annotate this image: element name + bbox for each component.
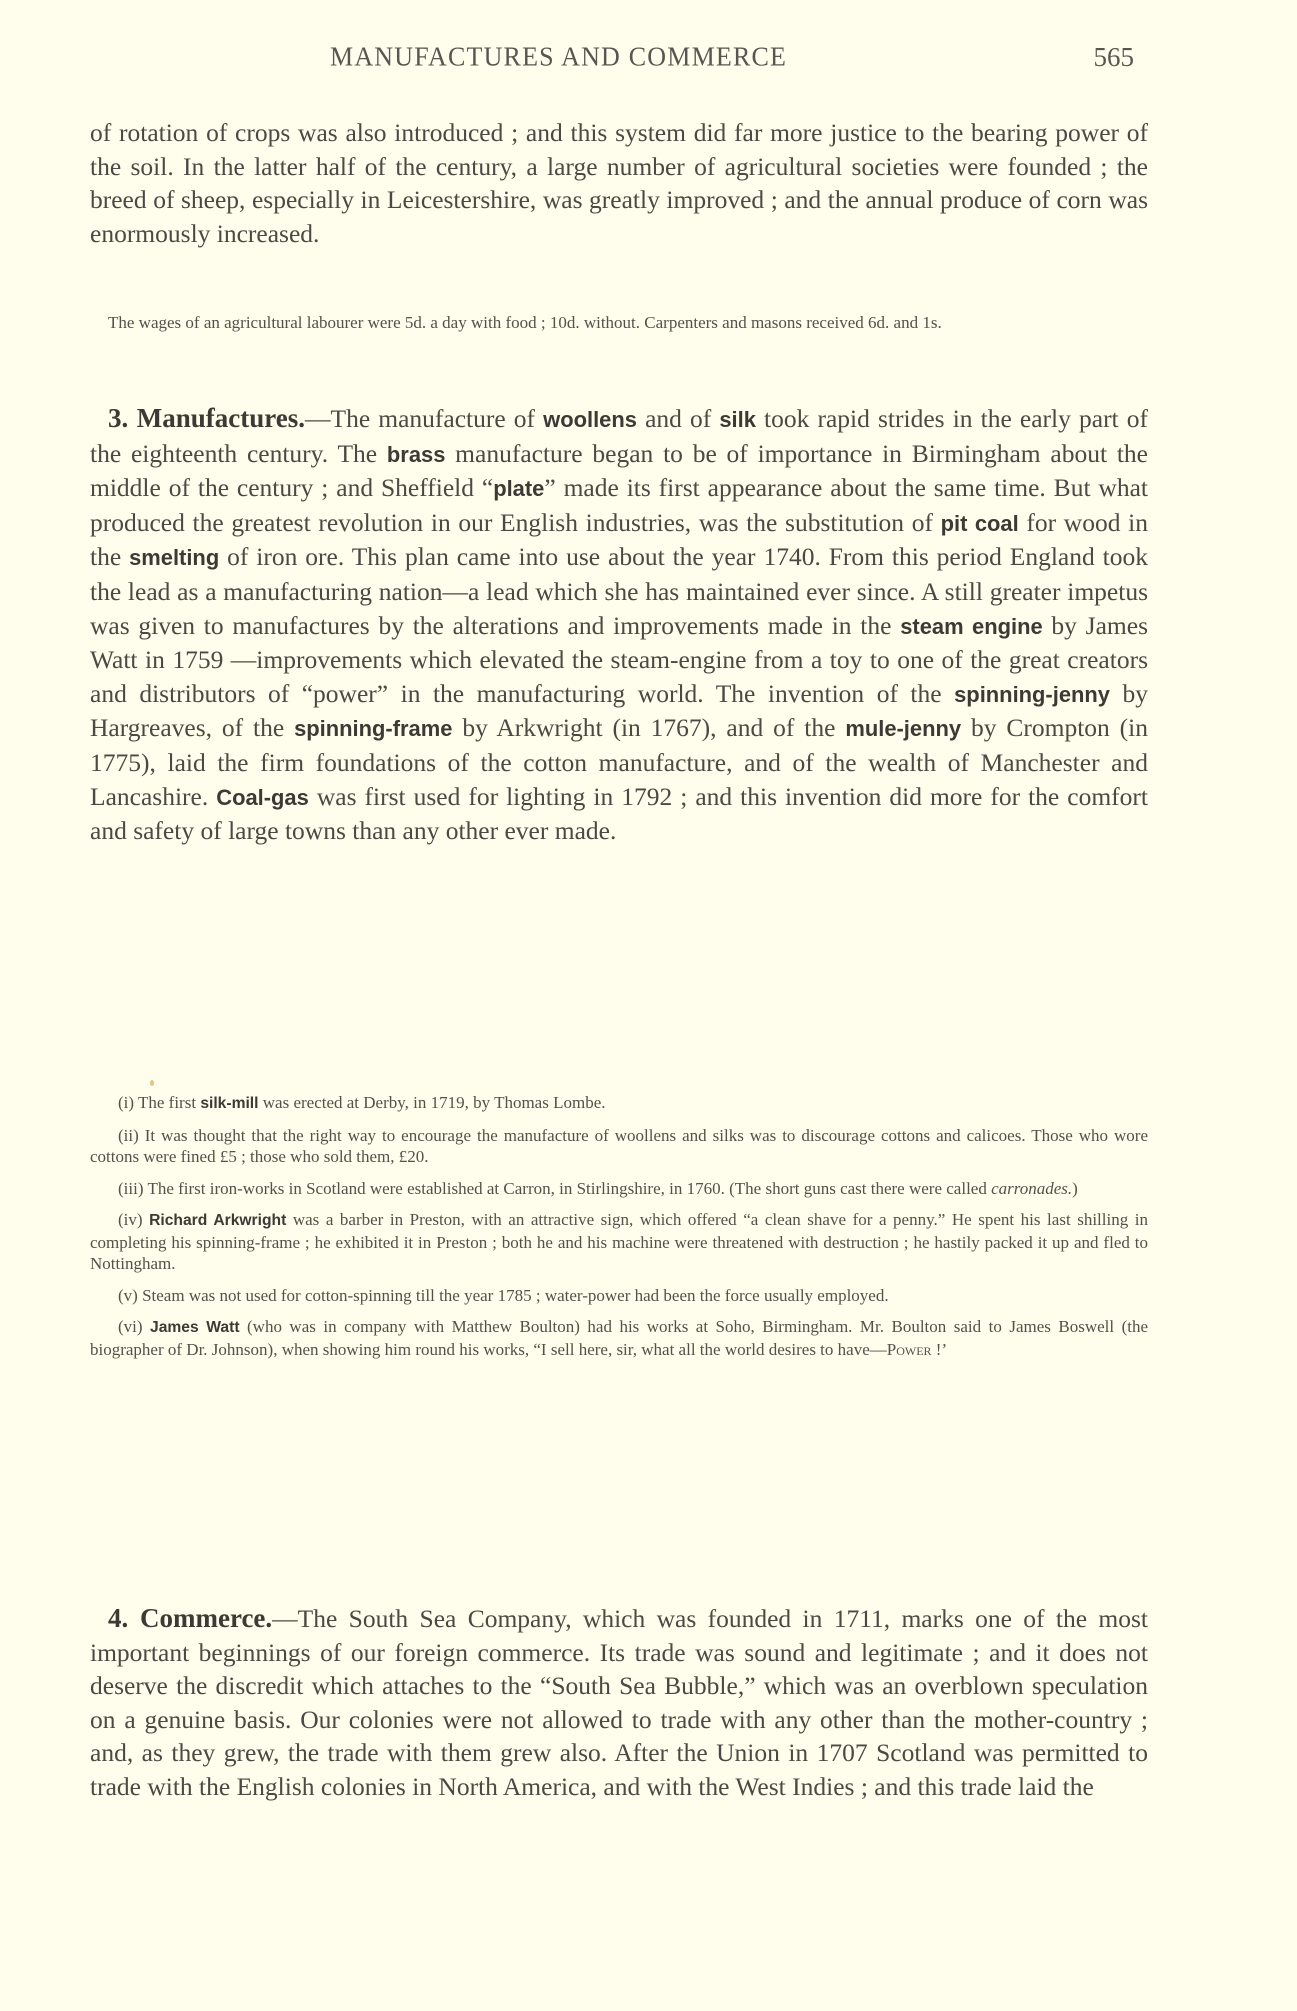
small-caps-term: Power: [886, 1339, 932, 1359]
keyword: woollens: [543, 407, 637, 432]
manufactures-paragraph: [90, 402, 1148, 848]
note-item: [90, 1209, 1148, 1275]
note-label: (iii): [118, 1178, 144, 1198]
page-number: 565: [1093, 42, 1134, 72]
keyword: Coal-gas: [216, 784, 309, 810]
text-run: took rapid strides in the early part of the eighteenth century. The: [90, 404, 1148, 468]
text-run: was a barber in Preston, with an attractive sign, which offered “a clean shave for a penny.” He spent his last shilling in completing his spinning-frame ; he exhibited it in Preston ; both he and his machine were threatened with destruction ; he hastily packed it up and fled to Nottingham.: [90, 1210, 1149, 1273]
text-run: Steam was not used for cotton-spinning till the year 1785 ; water-power had been the force usually employed.: [137, 1285, 889, 1305]
section-title: Commerce.: [139, 1603, 273, 1633]
text-run: manufacture began to be of importance in Birmingham about the middle of the century ; and Sheffield “: [90, 438, 1148, 503]
text-run: by Crompton (in 1775), laid the firm foundations of the cotton manufacture, and of the wealth of Manchester and Lancashire.: [90, 713, 1149, 811]
keyword: plate: [493, 476, 545, 502]
keyword: smelting: [129, 545, 220, 571]
section-number: 3.: [108, 403, 129, 433]
text-run: (who was in company with Matthew Boulton) had his works at Soho, Birmingham. Mr. Boulton said to James Boswell (the biographer of Dr. Johnson), when showing him round his works, “I sell here, sir, what all the world desires to have—: [90, 1317, 1148, 1359]
text-run: It was thought that the right way to encourage the manufacture of woollens and silks was to discourage cottons and calicoes. Those who wore cottons were fined £5 ; those who sold them, £20.: [90, 1125, 1148, 1166]
text-run: The first iron-works in Scotland were established at Carron, in Stirlingshire, in 1760. (The short guns cast there were called: [143, 1178, 992, 1198]
text-run: and of: [636, 404, 720, 433]
text-run: !’: [931, 1339, 948, 1359]
note-label: (v): [118, 1285, 138, 1305]
intro-paragraph: of rotation of crops was also introduced ; and this system did far more justice to the bearing power of the soil. In the latter half of the century, a large number of agricultural societies were founded ; the breed of sheep, especially in Leicestershire, was greatly improved ; and the annual produce of corn was enormously increased.: [90, 118, 1148, 248]
text-run: was first used for lighting in 1792 ; and this invention did more for the comfort and safety of large towns than any other ever made.: [90, 781, 1148, 846]
italic-term: carronades.: [991, 1178, 1073, 1198]
section-heading-commerce: [108, 1603, 272, 1633]
text-run: The manufacture of: [330, 404, 544, 433]
section-title: Manufactures.: [136, 403, 305, 433]
note-item: [90, 1316, 1148, 1360]
running-header: [90, 42, 1148, 72]
section-number: 4.: [108, 1603, 129, 1633]
section-heading-manufactures: [108, 403, 305, 433]
keyword: Richard Arkwright: [149, 1212, 287, 1229]
text-run: by Hargreaves, of the: [90, 678, 1149, 743]
text-run: ” made its first appearance about the same time. But what produced the greatest revolution in our English industries, was the substitution of: [90, 473, 1148, 537]
em-dash: —: [305, 404, 331, 433]
text-run: by James Watt in 1759 —improvements which elevated the steam-engine from a toy to one of the great creators and distributors of “power” in the manufacturing world. The invention of the: [90, 610, 1148, 708]
keyword: spinning-frame: [294, 716, 453, 742]
note-label: (iv): [118, 1210, 143, 1229]
text-run: for wood in the: [90, 507, 1148, 572]
running-title: MANUFACTURES AND COMMERCE: [330, 41, 788, 72]
em-dash: —: [272, 1604, 298, 1633]
note-label: (vi): [118, 1317, 143, 1336]
keyword: pit coal: [940, 510, 1019, 536]
note-label: (i): [118, 1093, 135, 1112]
keyword: mule-jenny: [845, 716, 962, 742]
note-item: [90, 1092, 1148, 1115]
note-item: [90, 1125, 1148, 1168]
text-run: by Arkwright (in 1767), and of the: [452, 713, 846, 743]
wages-note: The wages of an agricultural labourer were 5d. a day with food ; 10d. without. Carpenters and masons received 6d. and 1s.: [108, 313, 942, 332]
footnotes-block: [90, 1092, 1148, 1370]
paper-speck: [150, 1080, 154, 1086]
keyword: spinning-jenny: [954, 681, 1110, 707]
keyword: silk-mill: [200, 1095, 259, 1112]
text-run: The first: [134, 1093, 201, 1112]
text-run: The South Sea Company, which was founded in 1711, marks one of the most important beginnings of our foreign commerce. Its trade was sound and legitimate ; and it does not deserve the discredit which attaches to the “South Sea Bubble,” which was an overblown speculation on a genuine basis. Our colonies were not allowed to trade with any other than the mother-country ; and, as they grew, the trade with them grew also. After the Union in 1707 Scotland was permitted to trade with the English colonies in North America, and with the West Indies ; and this trade laid the: [90, 1604, 1148, 1801]
note-label: (ii): [118, 1125, 139, 1145]
keyword: silk: [719, 407, 756, 432]
text-run: ): [1072, 1178, 1078, 1198]
commerce-paragraph: [90, 1602, 1148, 1804]
text-run: of iron ore. This plan came into use about the year 1740. From this period England took the lead as a manufacturing nation—a lead which she has maintained ever since. A still greater impetus was given to manufactures by the alterations and improvements made in the: [90, 542, 1148, 640]
note-item: [90, 1178, 1148, 1200]
keyword: brass: [386, 441, 446, 467]
keyword: James Watt: [150, 1319, 240, 1336]
note-item: [90, 1285, 1148, 1307]
keyword: steam engine: [900, 613, 1043, 639]
text-run: was erected at Derby, in 1719, by Thomas Lombe.: [258, 1093, 606, 1112]
